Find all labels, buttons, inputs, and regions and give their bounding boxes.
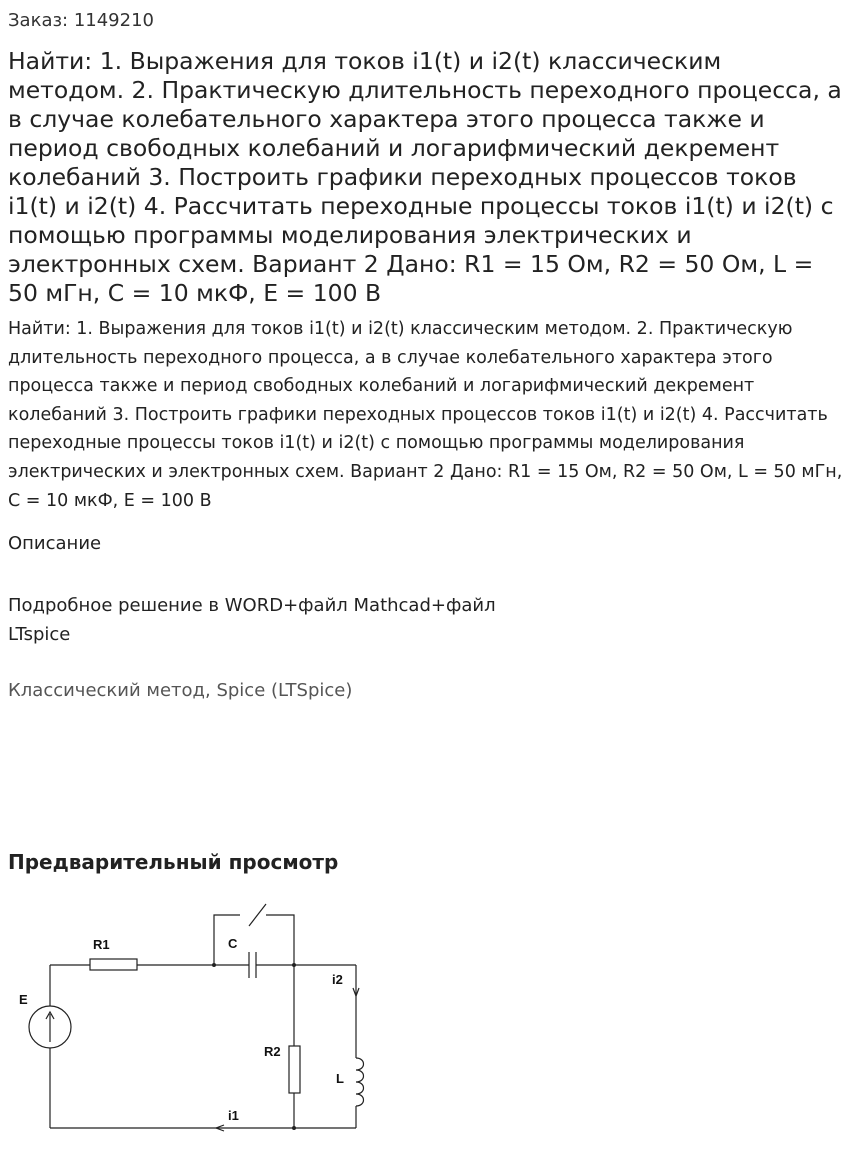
solution-details: Подробное решение в WORD+файл Mathcad+файл LTspice xyxy=(8,595,496,645)
task-description: Найти: 1. Выражения для токов i1(t) и i2(t) классическим методом. 2. Практическую длительность переходного процесса, а в случае колебательного характера этого процесса также и период свободных колебаний и логарифмический декремент колебаний 3. Построить графики переходных процессов токов i1(t) и i2(t) 4. Рассчитать переходные процессы токов i1(t) и i2(t) с помощью программы моделирования электрических и электронных схем. Вариант 2 Дано: R1 = 15 Ом, R2 = 50 Ом, L = 50 мГн, C = 10 мкФ, E = 100 В xyxy=(8,319,843,511)
label-r1: R1 xyxy=(93,937,110,952)
switch-blade xyxy=(249,904,266,926)
junction-node-2 xyxy=(292,963,296,967)
inductor-l xyxy=(356,1058,364,1106)
label-i2: i2 xyxy=(332,972,343,987)
label-l: L xyxy=(336,1071,344,1086)
label-r2: R2 xyxy=(264,1044,281,1059)
label-e: E xyxy=(19,992,28,1007)
preview-heading: Предварительный просмотр xyxy=(8,850,339,874)
label-c: C xyxy=(228,936,238,951)
junction-node-1 xyxy=(212,963,216,967)
junction-node-3 xyxy=(292,1126,296,1130)
resistor-r2 xyxy=(289,1046,300,1093)
label-i1: i1 xyxy=(228,1108,239,1123)
resistor-r1 xyxy=(90,959,137,970)
task-title: Найти: 1. Выражения для токов i1(t) и i2(t) классическим методом. 2. Практическую длительность переходного процесса, а в случае колебательного характера этого процесса также и период свободных колебаний и логарифмический декремент колебаний 3. Построить графики переходных процессов токов i1(t) и i2(t) 4. Рассчитать переходные процессы токов i1(t) и i2(t) с помощью программы моделирования электрических и электронных схем. Вариант 2 Дано: R1 = 15 Ом, R2 = 50 Ом, L = 50 мГн, C = 10 мкФ, E = 100 В xyxy=(8,47,842,307)
switch-wire-right xyxy=(266,915,294,965)
order-number: Заказ: 1149210 xyxy=(8,10,154,31)
tags: Классический метод, Spice (LTSpice) xyxy=(8,680,353,701)
circuit-diagram xyxy=(8,888,388,1150)
description-heading: Описание xyxy=(8,533,102,554)
